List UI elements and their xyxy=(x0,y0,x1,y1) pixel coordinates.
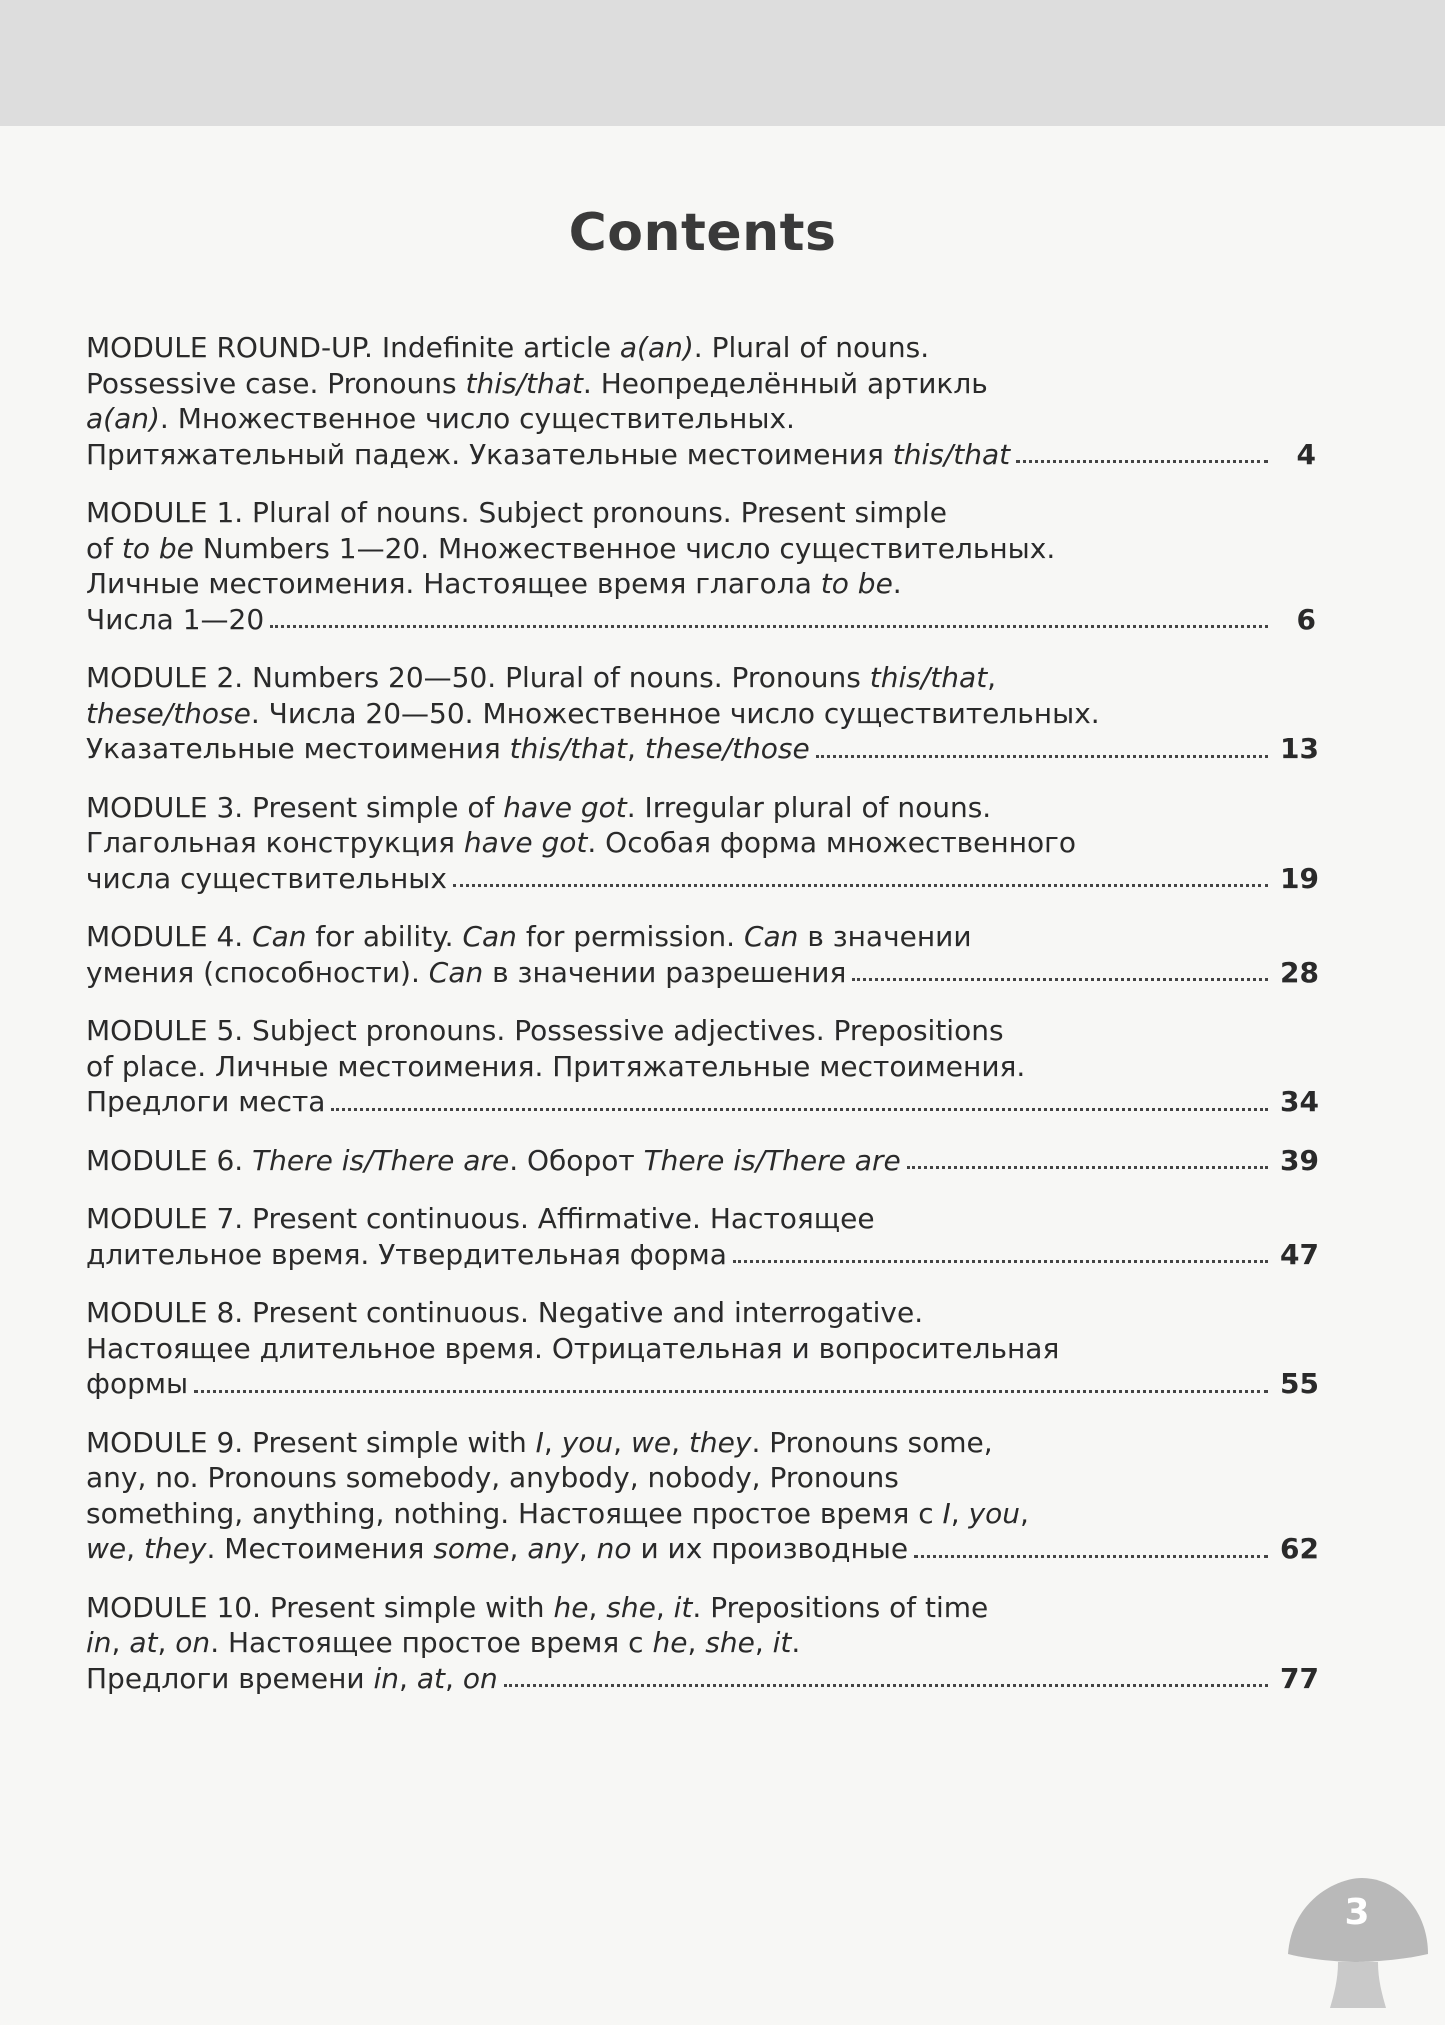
toc-line xyxy=(86,919,1316,955)
toc-line xyxy=(86,566,1316,602)
text-run: . Настоящее простое время с xyxy=(210,1626,653,1659)
text-run: Предлоги места xyxy=(86,1085,326,1118)
text-run: , xyxy=(157,1626,176,1659)
text-run: . Plural of nouns. xyxy=(693,331,930,364)
text-run: . Prepositions of time xyxy=(692,1590,989,1624)
text-run: There is/There are xyxy=(252,1143,510,1177)
text-run: have got xyxy=(463,826,588,859)
toc-line xyxy=(86,1331,1316,1367)
text-run: on xyxy=(462,1661,498,1695)
text-run: Указательные местоимения xyxy=(86,732,510,765)
text-run: формы xyxy=(86,1367,189,1400)
toc-entry[interactable] xyxy=(86,1295,1319,1402)
text-run: MODULE ROUND-UP. Indefinite article xyxy=(86,331,620,364)
text-run: he xyxy=(553,1590,589,1624)
text-run: MODULE 7. Present continuous. Affirmative. Настоящее xyxy=(86,1202,875,1235)
toc-line-text xyxy=(86,1531,908,1567)
toc-line xyxy=(86,1496,1316,1532)
text-run: , xyxy=(627,732,645,765)
toc-line xyxy=(86,731,1319,767)
text-run: to be xyxy=(121,531,194,565)
text-run: he xyxy=(652,1626,688,1659)
text-run: . Неопределённый артикль xyxy=(582,366,988,400)
text-run: , xyxy=(399,1661,417,1695)
dot-leader xyxy=(852,978,1268,981)
text-run: числа существительных xyxy=(86,861,447,895)
dot-leader xyxy=(816,755,1268,758)
toc-line xyxy=(86,790,1316,826)
text-run: for ability. xyxy=(306,920,463,953)
text-run: MODULE 2. Numbers 20—50. Plural of nouns. Pronouns xyxy=(86,661,870,694)
text-run: in xyxy=(373,1661,400,1695)
toc-line xyxy=(86,696,1316,732)
toc-line xyxy=(86,825,1316,861)
text-run: a(an) xyxy=(619,331,694,364)
text-run: on xyxy=(175,1626,211,1659)
toc-line xyxy=(86,330,1316,366)
toc-line xyxy=(86,602,1316,638)
toc-line-text xyxy=(86,1084,325,1120)
text-run: Can xyxy=(428,955,484,989)
text-run: you xyxy=(561,1425,614,1459)
text-run: of xyxy=(86,531,122,565)
text-run: , xyxy=(613,1425,631,1459)
text-run: this/that xyxy=(892,437,1011,471)
toc-entry[interactable] xyxy=(86,1143,1319,1179)
text-run: Числа 1—20 xyxy=(86,602,265,636)
toc-entry[interactable] xyxy=(86,330,1316,472)
toc-page-number: 28 xyxy=(1280,955,1319,989)
dot-leader xyxy=(733,1260,1268,1263)
text-run: they xyxy=(688,1425,752,1459)
toc-line xyxy=(86,1531,1319,1567)
text-run: и их производные xyxy=(631,1532,909,1565)
text-run: Can xyxy=(462,920,517,953)
dot-leader xyxy=(194,1390,1268,1393)
toc-line-text xyxy=(86,1237,727,1273)
toc-line xyxy=(86,1049,1316,1085)
text-run: they xyxy=(143,1532,207,1565)
dot-leader xyxy=(914,1555,1268,1558)
text-run: . xyxy=(791,1626,801,1659)
text-run: MODULE 10. Present simple with xyxy=(86,1590,554,1624)
text-run: it xyxy=(673,1590,693,1624)
toc-line xyxy=(86,1013,1316,1049)
text-run: . xyxy=(892,567,902,600)
table-of-contents xyxy=(86,330,1319,1719)
text-run: to be xyxy=(820,567,893,600)
text-run: any xyxy=(527,1532,579,1565)
toc-page-number: 39 xyxy=(1280,1143,1319,1177)
text-run: I xyxy=(535,1425,544,1459)
text-run: MODULE 8. Present continuous. Negative and interrogative. xyxy=(86,1296,924,1329)
toc-line xyxy=(86,1661,1319,1697)
toc-line xyxy=(86,1084,1319,1120)
text-run: , xyxy=(950,1496,969,1530)
text-run: MODULE 3. Present simple of xyxy=(86,790,504,824)
text-run: . Pronouns some, xyxy=(751,1425,993,1459)
toc-line-text xyxy=(86,1661,498,1697)
toc-page-number: 55 xyxy=(1280,1367,1319,1400)
text-run: , xyxy=(1020,1496,1029,1530)
toc-line xyxy=(86,1143,1319,1179)
text-run: of place. Личные местоимения. Притяжательные местоимения. xyxy=(86,1049,1026,1083)
text-run: . Irregular plural of nouns. xyxy=(626,790,992,824)
text-run: at xyxy=(129,1626,158,1659)
toc-line xyxy=(86,531,1316,567)
toc-line xyxy=(86,366,1316,402)
toc-entry[interactable] xyxy=(86,919,1319,990)
text-run: she xyxy=(606,1590,656,1624)
text-run: something, anything, nothing. Настоящее простое время с xyxy=(86,1496,943,1530)
text-run: Глагольная конструкция xyxy=(86,826,464,859)
text-run: , xyxy=(126,1532,144,1565)
dot-leader xyxy=(1016,460,1268,463)
dot-leader xyxy=(331,1108,1268,1111)
text-run: MODULE 9. Present simple with xyxy=(86,1425,536,1459)
text-run: Настоящее длительное время. Отрицательная и вопросительная xyxy=(86,1331,1060,1365)
text-run: в значении xyxy=(798,920,972,953)
toc-line-text xyxy=(86,437,1010,473)
text-run: Possessive case. Pronouns xyxy=(86,366,466,400)
text-run: a(an) xyxy=(86,402,160,435)
text-run: Numbers 1—20. Множественное число существительных. xyxy=(193,531,1056,565)
text-run: в значении разрешения xyxy=(483,955,847,989)
toc-entry[interactable] xyxy=(86,790,1319,897)
text-run: in xyxy=(86,1626,112,1659)
toc-line xyxy=(86,955,1319,991)
toc-entry[interactable] xyxy=(86,1590,1319,1697)
text-run: at xyxy=(416,1661,445,1695)
dot-leader xyxy=(907,1166,1268,1169)
text-run: . Особая форма множественного xyxy=(587,826,1076,859)
toc-line xyxy=(86,495,1316,531)
text-run: Предлоги времени xyxy=(86,1661,374,1695)
text-run: , xyxy=(111,1626,130,1659)
text-run: for permission. xyxy=(516,920,744,953)
toc-line xyxy=(86,1460,1316,1496)
text-run: There is/There are xyxy=(643,1143,901,1177)
toc-entry[interactable] xyxy=(86,660,1319,767)
toc-line xyxy=(86,437,1316,473)
toc-line xyxy=(86,660,1316,696)
text-run: . Множественное число существительных. xyxy=(159,402,795,435)
text-run: it xyxy=(772,1626,792,1659)
text-run: I xyxy=(942,1496,951,1530)
text-run: no xyxy=(596,1532,632,1565)
text-run: MODULE 4. xyxy=(86,920,253,953)
text-run: MODULE 1. Plural of nouns. Subject pronouns. Present simple xyxy=(86,496,947,529)
text-run: this/that xyxy=(509,732,628,765)
toc-line xyxy=(86,401,1316,437)
text-run: Личные местоимения. Настоящее время глагола xyxy=(86,567,821,600)
toc-line xyxy=(86,1590,1316,1626)
text-run: , xyxy=(578,1532,597,1565)
toc-line-text xyxy=(86,861,447,897)
toc-line-text xyxy=(86,602,264,638)
text-run: this/that xyxy=(869,661,988,694)
text-run: , xyxy=(987,661,997,694)
toc-page-number: 62 xyxy=(1280,1532,1319,1565)
toc-line-text xyxy=(86,1366,188,1402)
toc-line xyxy=(86,1295,1316,1331)
text-run: умения (способности). xyxy=(86,955,429,989)
toc-page-number: 4 xyxy=(1296,437,1316,471)
text-run: Притяжательный падеж. Указательные местоимения xyxy=(86,437,893,471)
text-run: we xyxy=(630,1425,672,1459)
text-run: , xyxy=(588,1590,607,1624)
mushroom-page-badge xyxy=(1282,1870,1432,2010)
text-run: , xyxy=(754,1626,773,1659)
text-run: , xyxy=(671,1425,689,1459)
toc-line-text xyxy=(86,955,846,991)
toc-line-text xyxy=(86,731,810,767)
toc-entry[interactable] xyxy=(86,1013,1319,1120)
toc-line xyxy=(86,1366,1319,1402)
text-run: Can xyxy=(252,920,307,953)
toc-page-number: 47 xyxy=(1280,1237,1319,1271)
text-run: she xyxy=(705,1626,755,1659)
toc-line xyxy=(86,1425,1316,1461)
top-band xyxy=(0,0,1445,126)
toc-line xyxy=(86,1201,1316,1237)
text-run: MODULE 6. xyxy=(86,1143,253,1177)
toc-entry[interactable] xyxy=(86,1425,1319,1567)
toc-page-number: 77 xyxy=(1280,1661,1319,1695)
text-run: this/that xyxy=(465,366,583,400)
toc-line-text xyxy=(86,1143,901,1179)
toc-page-number: 34 xyxy=(1280,1085,1319,1118)
toc-entry[interactable] xyxy=(86,495,1316,637)
text-run: , xyxy=(543,1425,562,1459)
text-run: we xyxy=(86,1532,127,1565)
toc-page-number: 13 xyxy=(1280,732,1319,765)
toc-entry[interactable] xyxy=(86,1201,1319,1272)
toc-page-number: 19 xyxy=(1280,861,1319,895)
text-run: these/those xyxy=(644,732,810,765)
toc-line xyxy=(86,1625,1316,1661)
page-number: 3 xyxy=(1344,1892,1370,1933)
text-run: some xyxy=(433,1532,510,1565)
text-run: MODULE 5. Subject pronouns. Possessive adjectives. Prepositions xyxy=(86,1014,1004,1047)
text-run: . Местоимения xyxy=(206,1532,434,1565)
text-run: Can xyxy=(743,920,799,953)
text-run: , xyxy=(509,1532,528,1565)
text-run: have got xyxy=(503,790,627,824)
page-title: Contents xyxy=(568,202,837,263)
toc-page-number: 6 xyxy=(1296,602,1316,636)
text-run: . Оборот xyxy=(509,1143,644,1177)
toc-line xyxy=(86,861,1319,897)
toc-line xyxy=(86,1237,1319,1273)
text-run: , xyxy=(687,1626,706,1659)
dot-leader xyxy=(453,884,1268,887)
dot-leader xyxy=(270,625,1268,628)
text-run: , xyxy=(445,1661,463,1695)
text-run: these/those xyxy=(86,696,251,730)
dot-leader xyxy=(504,1684,1268,1687)
text-run: you xyxy=(968,1496,1021,1530)
text-run: any, no. Pronouns somebody, anybody, nobody, Pronouns xyxy=(86,1461,899,1494)
text-run: , xyxy=(655,1590,674,1624)
text-run: . Числа 20—50. Множественное число существительных. xyxy=(250,696,1100,730)
text-run: длительное время. Утвердительная форма xyxy=(86,1237,727,1271)
